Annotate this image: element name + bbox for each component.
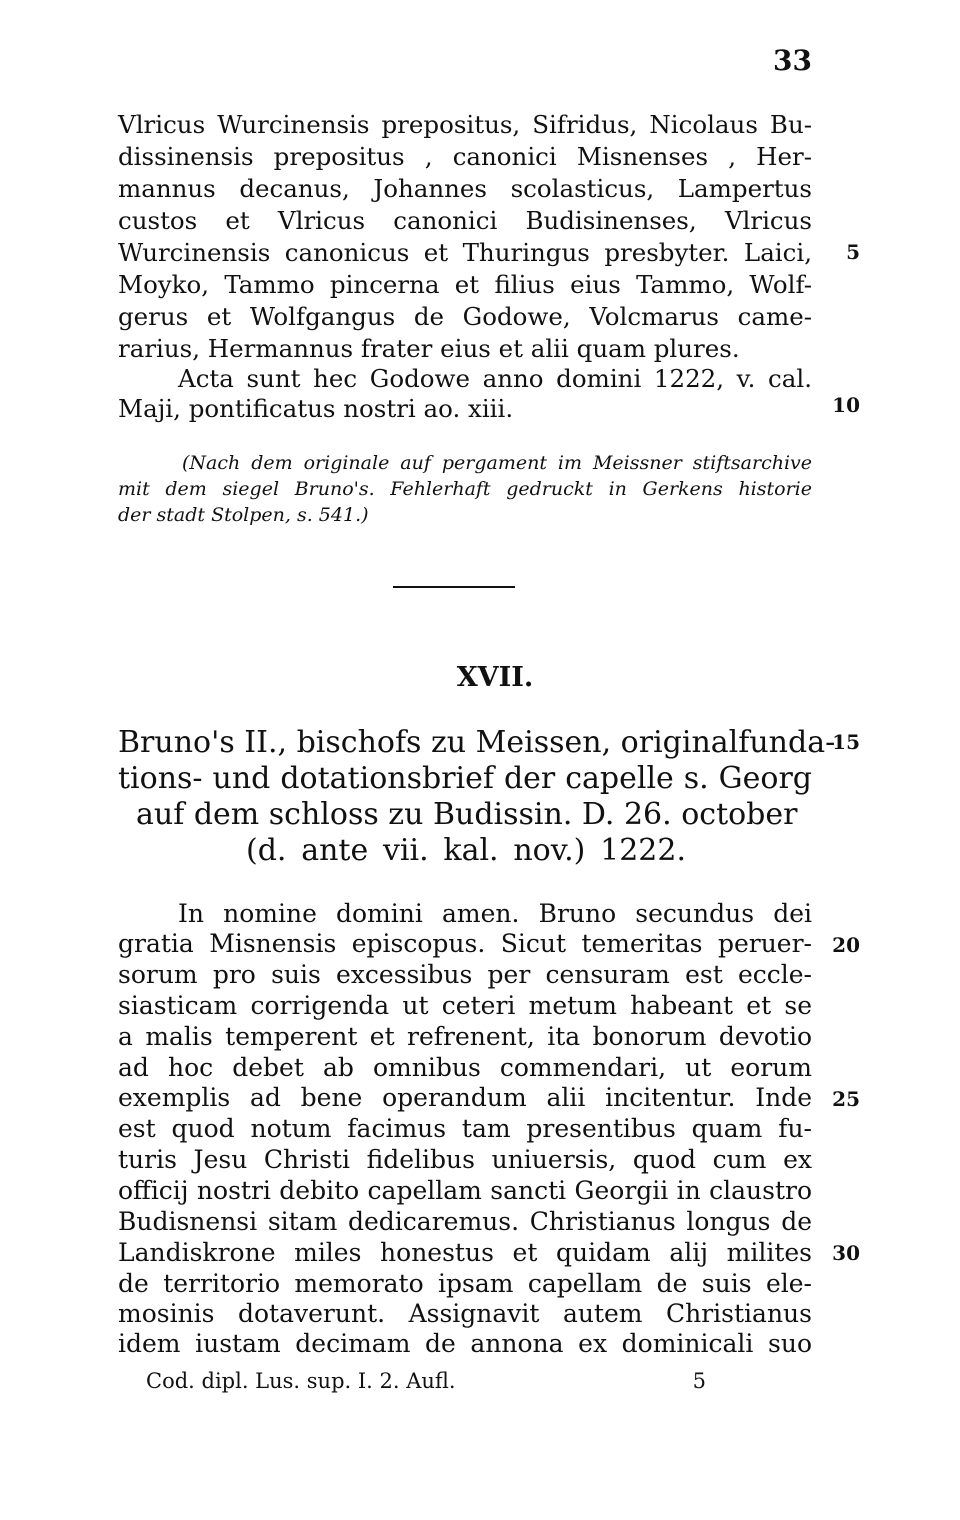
text-line: Landiskrone miles honestus et quidam alij milites bbox=[118, 1238, 812, 1267]
signature-text: Cod. dipl. Lus. sup. I. 2. Aufl. bbox=[146, 1369, 456, 1393]
text-line: ad hoc debet ab omnibus commendari, ut eorum bbox=[118, 1053, 812, 1082]
heading-line: tions- und dotationsbrief der capelle s. Georg bbox=[118, 761, 812, 796]
text-line: est quod notum facimus tam presentibus quam fu- bbox=[118, 1114, 812, 1143]
heading-line: auf dem schloss zu Budissin. D. 26. october bbox=[136, 797, 798, 832]
text-line: Acta sunt hec Godowe anno domini 1222, v. cal. bbox=[178, 364, 812, 393]
text-line: siasticam corrigenda ut ceteri metum habeant et se bbox=[118, 991, 812, 1020]
line-number: 30 bbox=[832, 1241, 860, 1265]
signature-number: 5 bbox=[692, 1369, 706, 1393]
text-line: officij nostri debito capellam sancti Georgii in claustro bbox=[118, 1176, 812, 1205]
text-line: Budisnensi sitam dedicaremus. Christianus longus de bbox=[118, 1207, 812, 1236]
text-line: mannus decanus, Johannes scolasticus, Lampertus bbox=[118, 174, 812, 203]
page-number: 33 bbox=[773, 44, 812, 77]
section-numeral: XVII. bbox=[456, 662, 534, 693]
heading-line: (d. ante vii. kal. nov.) 1222. bbox=[246, 833, 686, 868]
line-number: 5 bbox=[846, 240, 860, 264]
text-line: Moyko, Tammo pincerna et filius eius Tammo, Wolf- bbox=[118, 270, 812, 299]
line-number: 15 bbox=[832, 730, 860, 754]
line-number: 20 bbox=[832, 933, 860, 957]
text-line: rarius, Hermannus frater eius et alii quam plures. bbox=[118, 334, 740, 363]
line-number: 10 bbox=[832, 393, 860, 417]
text-line: exemplis ad bene operandum alii incitentur. Inde bbox=[118, 1083, 812, 1112]
text-line: de territorio memorato ipsam capellam de suis ele- bbox=[118, 1269, 812, 1298]
note-line: (Nach dem originale auf pergament im Meissner stiftsarchive bbox=[182, 452, 812, 474]
text-line: mosinis dotaverunt. Assignavit autem Christianus bbox=[118, 1299, 812, 1328]
text-line: a malis temperent et refrenent, ita bonorum devotio bbox=[118, 1022, 812, 1051]
text-line: gerus et Wolfgangus de Godowe, Volcmarus came- bbox=[118, 302, 812, 331]
text-line: turis Jesu Christi fidelibus uniuersis, quod cum ex bbox=[118, 1145, 812, 1174]
signature-line bbox=[146, 1366, 706, 1396]
text-line: Vlricus Wurcinensis prepositus, Sifridus, Nicolaus Bu- bbox=[118, 110, 812, 139]
text-line: idem iustam decimam de annona ex dominicali suo bbox=[118, 1329, 812, 1358]
line-number: 25 bbox=[832, 1087, 860, 1111]
text-line: dissinensis prepositus , canonici Misnenses , Her- bbox=[118, 142, 812, 171]
note-line: mit dem siegel Bruno's. Fehlerhaft gedruckt in Gerkens historie bbox=[118, 478, 812, 500]
text-line: gratia Misnensis episcopus. Sicut temeritas peruer- bbox=[118, 929, 812, 958]
text-line: Maji, pontificatus nostri ao. xiii. bbox=[118, 394, 514, 423]
text-line: sorum pro suis excessibus per censuram est eccle- bbox=[118, 960, 812, 989]
text-line: custos et Vlricus canonici Budisinenses, Vlricus bbox=[118, 206, 812, 235]
text-line: In nomine domini amen. Bruno secundus dei bbox=[178, 899, 812, 928]
note-line: der stadt Stolpen, s. 541.) bbox=[118, 504, 369, 526]
heading-line: Bruno's II., bischofs zu Meissen, originalfunda- bbox=[118, 725, 836, 760]
text-line: Wurcinensis canonicus et Thuringus presbyter. Laici, bbox=[118, 238, 812, 267]
section-divider bbox=[393, 586, 515, 588]
